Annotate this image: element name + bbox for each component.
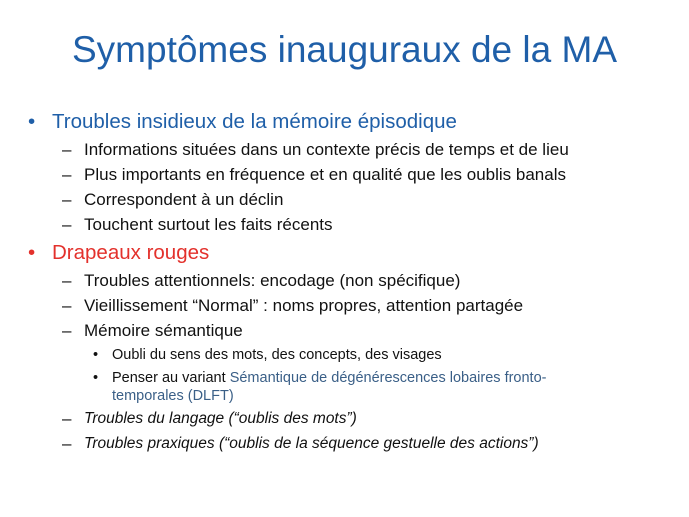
sub-list-item-dlft [112,369,546,388]
sub-list-item-highlight: Sémantique de dégénérescences lobaires fronto- [229,370,547,386]
dash-marker: – [62,296,72,315]
section-heading-drapeaux: Drapeaux rouges [52,241,210,264]
sub-list-item-highlight-cont: temporales (DLFT) [112,388,234,404]
list-item: Informations situées dans un contexte précis de temps et de lieu [84,140,569,159]
dash-marker: – [62,165,72,184]
list-item: Touchent surtout les faits récents [84,215,333,234]
dash-marker: – [62,321,72,340]
dash-marker: – [62,434,72,453]
section-heading-memoire: Troubles insidieux de la mémoire épisodique [52,110,457,133]
dash-marker: – [62,271,72,290]
list-item: Mémoire sémantique [84,321,243,340]
dash-marker: – [62,409,72,428]
bullet-marker: • [93,370,99,386]
sub-list-item-prefix: Penser au variant [112,370,230,386]
list-item: Vieillissement “Normal” : noms propres, attention partagée [84,296,524,315]
italic-list-item: Troubles praxiques (“oublis de la séquence gestuelle des actions”) [84,435,539,452]
list-item: Correspondent à un déclin [84,190,284,209]
bullet-marker: • [93,347,99,363]
bullet-marker: • [28,241,36,264]
bullet-marker: • [28,110,36,133]
italic-list-item: Troubles du langage (“oublis des mots”) [84,410,357,427]
dash-marker: – [62,140,72,159]
slide-title: Symptômes inauguraux de la MA [72,29,617,70]
sub-list-item: Oubli du sens des mots, des concepts, des visages [112,347,442,363]
list-item: Troubles attentionnels: encodage (non spécifique) [84,271,461,290]
list-item: Plus importants en fréquence et en qualité que les oublis banals [84,165,566,184]
dash-marker: – [62,215,72,234]
dash-marker: – [62,190,72,209]
